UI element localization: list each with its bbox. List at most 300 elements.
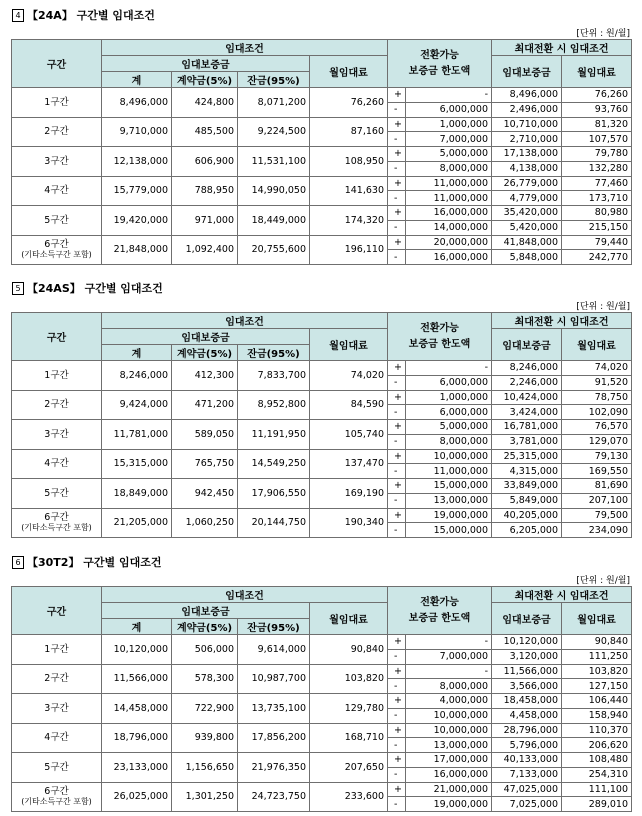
- sign-minus: -: [388, 250, 406, 265]
- max-monthly-rent: 129,070: [562, 434, 632, 449]
- header-monthly: 월임대료: [310, 329, 388, 361]
- header-row: [12, 587, 632, 603]
- max-deposit: 4,779,000: [492, 191, 562, 206]
- balance-deposit: 20,144,750: [238, 508, 310, 538]
- section-label-cell: [12, 479, 102, 509]
- max-deposit: 16,781,000: [492, 420, 562, 435]
- max-deposit: 7,133,000: [492, 767, 562, 782]
- balance-deposit: 11,531,100: [238, 147, 310, 177]
- total-deposit: 19,420,000: [102, 206, 172, 236]
- conversion-limit: 15,000,000: [406, 479, 492, 494]
- section-label-cell: [12, 235, 102, 265]
- sign-plus: +: [388, 235, 406, 250]
- max-deposit: 40,205,000: [492, 508, 562, 523]
- header-row: [12, 329, 632, 345]
- total-deposit: 21,848,000: [102, 235, 172, 265]
- header-total: 계: [102, 619, 172, 635]
- balance-deposit: 17,856,200: [238, 723, 310, 753]
- section-label: 5구간: [44, 214, 69, 226]
- max-monthly-rent: 206,620: [562, 738, 632, 753]
- max-monthly-rent: 111,250: [562, 649, 632, 664]
- max-deposit: 2,710,000: [492, 132, 562, 147]
- table-row: [12, 117, 632, 132]
- sign-plus: +: [388, 479, 406, 494]
- contract-deposit: 412,300: [172, 361, 238, 391]
- balance-deposit: 8,952,800: [238, 390, 310, 420]
- section-label-cell: [12, 635, 102, 665]
- header-row: [12, 313, 632, 329]
- section-number: 5: [12, 282, 24, 295]
- section-label: 4구간: [44, 732, 69, 744]
- max-deposit: 25,315,000: [492, 449, 562, 464]
- max-monthly-rent: 242,770: [562, 250, 632, 265]
- max-deposit: 11,566,000: [492, 664, 562, 679]
- max-monthly-rent: 77,460: [562, 176, 632, 191]
- max-deposit: 26,779,000: [492, 176, 562, 191]
- max-deposit: 7,025,000: [492, 797, 562, 812]
- max-monthly-rent: 76,570: [562, 420, 632, 435]
- section-label-cell: [12, 664, 102, 694]
- table-row: [12, 723, 632, 738]
- max-monthly-rent: 90,840: [562, 635, 632, 650]
- max-deposit: 28,796,000: [492, 723, 562, 738]
- conversion-limit: 8,000,000: [406, 434, 492, 449]
- max-monthly-rent: 91,520: [562, 375, 632, 390]
- conversion-limit: 4,000,000: [406, 694, 492, 709]
- header-conversion-limit: [388, 40, 492, 88]
- header-max-deposit: 임대보증금: [492, 329, 562, 361]
- header-max-deposit: 임대보증금: [492, 603, 562, 635]
- section-title-text: 【24A】 구간별 임대조건: [27, 9, 155, 22]
- max-monthly-rent: 111,100: [562, 782, 632, 797]
- conversion-limit: 11,000,000: [406, 464, 492, 479]
- conversion-limit: 6,000,000: [406, 375, 492, 390]
- balance-deposit: 7,833,700: [238, 361, 310, 391]
- section-label-cell: [12, 88, 102, 118]
- monthly-rent: 90,840: [310, 635, 388, 665]
- section-sublabel: (기타소득구간 포함): [21, 797, 92, 807]
- header-rent-conditions: 임대조건: [102, 40, 388, 56]
- section-label: 2구간: [44, 126, 69, 138]
- max-deposit: 8,496,000: [492, 88, 562, 103]
- header-conversion-line1: 전환가능: [420, 596, 459, 608]
- monthly-rent: 76,260: [310, 88, 388, 118]
- conversion-limit: 11,000,000: [406, 176, 492, 191]
- table-row: [12, 694, 632, 709]
- monthly-rent: 129,780: [310, 694, 388, 724]
- section-label: 3구간: [44, 155, 69, 167]
- monthly-rent: 174,320: [310, 206, 388, 236]
- total-deposit: 9,424,000: [102, 390, 172, 420]
- header-conversion-limit: [388, 587, 492, 635]
- total-deposit: 8,246,000: [102, 361, 172, 391]
- header-conversion-line1: 전환가능: [420, 322, 459, 334]
- sign-minus: -: [388, 797, 406, 812]
- max-monthly-rent: 158,940: [562, 708, 632, 723]
- section-label: 4구간: [44, 185, 69, 197]
- table-row: [12, 147, 632, 162]
- max-monthly-rent: 79,500: [562, 508, 632, 523]
- monthly-rent: 87,160: [310, 117, 388, 147]
- section-label: 1구간: [44, 643, 69, 655]
- contract-deposit: 1,301,250: [172, 782, 238, 812]
- section-label-cell: [12, 449, 102, 479]
- header-deposit: 임대보증금: [102, 603, 310, 619]
- sign-plus: +: [388, 508, 406, 523]
- sign-plus: +: [388, 694, 406, 709]
- contract-deposit: 1,060,250: [172, 508, 238, 538]
- header-conversion-line2: 보증금 한도액: [408, 612, 471, 624]
- contract-deposit: 788,950: [172, 176, 238, 206]
- total-deposit: 11,781,000: [102, 420, 172, 450]
- max-monthly-rent: 107,570: [562, 132, 632, 147]
- sign-minus: -: [388, 375, 406, 390]
- total-deposit: 18,796,000: [102, 723, 172, 753]
- max-deposit: 10,424,000: [492, 390, 562, 405]
- max-deposit: 4,315,000: [492, 464, 562, 479]
- contract-deposit: 1,156,650: [172, 753, 238, 783]
- conversion-limit: -: [406, 88, 492, 103]
- conversion-limit: 6,000,000: [406, 405, 492, 420]
- header-conversion-line2: 보증금 한도액: [408, 65, 471, 77]
- header-conversion-limit: [388, 313, 492, 361]
- max-monthly-rent: 289,010: [562, 797, 632, 812]
- contract-deposit: 722,900: [172, 694, 238, 724]
- sign-plus: +: [388, 723, 406, 738]
- header-max-monthly: 월임대료: [562, 603, 632, 635]
- conversion-limit: 11,000,000: [406, 191, 492, 206]
- conversion-limit: 1,000,000: [406, 390, 492, 405]
- max-monthly-rent: 127,150: [562, 679, 632, 694]
- total-deposit: 15,779,000: [102, 176, 172, 206]
- table-row: [12, 176, 632, 191]
- contract-deposit: 942,450: [172, 479, 238, 509]
- section-sublabel: (기타소득구간 포함): [21, 523, 92, 533]
- contract-deposit: 971,000: [172, 206, 238, 236]
- section-label: 4구간: [44, 458, 69, 470]
- table-row: [12, 361, 632, 376]
- conversion-limit: 16,000,000: [406, 250, 492, 265]
- conversion-limit: 1,000,000: [406, 117, 492, 132]
- conversion-limit: 5,000,000: [406, 147, 492, 162]
- max-deposit: 2,246,000: [492, 375, 562, 390]
- max-deposit: 2,496,000: [492, 102, 562, 117]
- header-conversion-line2: 보증금 한도액: [408, 338, 471, 350]
- max-deposit: 18,458,000: [492, 694, 562, 709]
- header-row: [12, 56, 632, 72]
- monthly-rent: 84,590: [310, 390, 388, 420]
- sign-plus: +: [388, 117, 406, 132]
- header-max-deposit: 임대보증금: [492, 56, 562, 88]
- header-section: 구간: [12, 40, 102, 88]
- rent-table: [11, 39, 632, 265]
- total-deposit: 10,120,000: [102, 635, 172, 665]
- conversion-limit: 20,000,000: [406, 235, 492, 250]
- table-row: [12, 753, 632, 768]
- section-label-cell: [12, 147, 102, 177]
- table-row: [12, 782, 632, 797]
- total-deposit: 14,458,000: [102, 694, 172, 724]
- balance-deposit: 21,976,350: [238, 753, 310, 783]
- balance-deposit: 10,987,700: [238, 664, 310, 694]
- conversion-limit: 6,000,000: [406, 102, 492, 117]
- contract-deposit: 485,500: [172, 117, 238, 147]
- max-deposit: 5,849,000: [492, 493, 562, 508]
- max-monthly-rent: 76,260: [562, 88, 632, 103]
- sign-plus: +: [388, 206, 406, 221]
- sign-minus: -: [388, 708, 406, 723]
- max-monthly-rent: 93,760: [562, 102, 632, 117]
- header-balance: 잔금(95%): [238, 72, 310, 88]
- sign-plus: +: [388, 88, 406, 103]
- max-monthly-rent: 79,440: [562, 235, 632, 250]
- monthly-rent: 74,020: [310, 361, 388, 391]
- sign-minus: -: [388, 102, 406, 117]
- section-label: 1구간: [44, 96, 69, 108]
- section-title-text: 【30T2】 구간별 임대조건: [27, 556, 162, 569]
- max-monthly-rent: 215,150: [562, 220, 632, 235]
- max-monthly-rent: 81,320: [562, 117, 632, 132]
- sign-plus: +: [388, 449, 406, 464]
- header-max-conversion: 최대전환 시 임대조건: [492, 587, 632, 603]
- conversion-limit: 19,000,000: [406, 797, 492, 812]
- max-monthly-rent: 103,820: [562, 664, 632, 679]
- section-title: [12, 281, 163, 297]
- section-title-text: 【24AS】 구간별 임대조건: [27, 282, 163, 295]
- contract-deposit: 606,900: [172, 147, 238, 177]
- conversion-limit: 21,000,000: [406, 782, 492, 797]
- section-label: 3구간: [44, 428, 69, 440]
- section-label-cell: [12, 361, 102, 391]
- header-contract: 계약금(5%): [172, 72, 238, 88]
- section-number: 6: [12, 556, 24, 569]
- header-contract: 계약금(5%): [172, 619, 238, 635]
- header-balance: 잔금(95%): [238, 345, 310, 361]
- monthly-rent: 190,340: [310, 508, 388, 538]
- conversion-limit: 16,000,000: [406, 206, 492, 221]
- header-total: 계: [102, 345, 172, 361]
- max-deposit: 3,424,000: [492, 405, 562, 420]
- sign-plus: +: [388, 390, 406, 405]
- contract-deposit: 578,300: [172, 664, 238, 694]
- header-deposit: 임대보증금: [102, 56, 310, 72]
- contract-deposit: 1,092,400: [172, 235, 238, 265]
- section-label-cell: [12, 176, 102, 206]
- max-monthly-rent: 78,750: [562, 390, 632, 405]
- balance-deposit: 8,071,200: [238, 88, 310, 118]
- section-label-cell: [12, 723, 102, 753]
- max-deposit: 33,849,000: [492, 479, 562, 494]
- sign-minus: -: [388, 132, 406, 147]
- sign-minus: -: [388, 405, 406, 420]
- conversion-limit: -: [406, 664, 492, 679]
- section-label: 2구간: [44, 399, 69, 411]
- section-label-cell: [12, 782, 102, 812]
- max-deposit: 8,246,000: [492, 361, 562, 376]
- max-monthly-rent: 173,710: [562, 191, 632, 206]
- sign-plus: +: [388, 361, 406, 376]
- conversion-limit: -: [406, 635, 492, 650]
- section-label: 3구간: [44, 702, 69, 714]
- conversion-limit: 10,000,000: [406, 723, 492, 738]
- max-monthly-rent: 102,090: [562, 405, 632, 420]
- table-row: [12, 206, 632, 221]
- conversion-limit: 13,000,000: [406, 493, 492, 508]
- table-row: [12, 420, 632, 435]
- max-deposit: 3,120,000: [492, 649, 562, 664]
- section-label: 5구간: [44, 761, 69, 773]
- header-balance: 잔금(95%): [238, 619, 310, 635]
- section-title: [12, 8, 155, 24]
- sign-plus: +: [388, 176, 406, 191]
- total-deposit: 11,566,000: [102, 664, 172, 694]
- max-monthly-rent: 79,130: [562, 449, 632, 464]
- max-monthly-rent: 74,020: [562, 361, 632, 376]
- header-max-monthly: 월임대료: [562, 56, 632, 88]
- section-label: 1구간: [44, 369, 69, 381]
- header-deposit: 임대보증금: [102, 329, 310, 345]
- section-label: 5구간: [44, 487, 69, 499]
- header-max-conversion: 최대전환 시 임대조건: [492, 313, 632, 329]
- section-label: 6구간: [44, 786, 69, 798]
- header-max-monthly: 월임대료: [562, 329, 632, 361]
- section-label: 6구간: [44, 512, 69, 524]
- monthly-rent: 169,190: [310, 479, 388, 509]
- conversion-limit: 17,000,000: [406, 753, 492, 768]
- sign-minus: -: [388, 220, 406, 235]
- sign-minus: -: [388, 191, 406, 206]
- sign-plus: +: [388, 147, 406, 162]
- monthly-rent: 137,470: [310, 449, 388, 479]
- max-monthly-rent: 79,780: [562, 147, 632, 162]
- section-label: 6구간: [44, 239, 69, 251]
- section-label-cell: [12, 117, 102, 147]
- conversion-limit: 16,000,000: [406, 767, 492, 782]
- table-row: [12, 479, 632, 494]
- header-conversion-line1: 전환가능: [420, 49, 459, 61]
- contract-deposit: 471,200: [172, 390, 238, 420]
- unit-label: [단위 : 원/월]: [576, 29, 630, 39]
- sign-minus: -: [388, 679, 406, 694]
- max-monthly-rent: 207,100: [562, 493, 632, 508]
- header-rent-conditions: 임대조건: [102, 313, 388, 329]
- max-monthly-rent: 110,370: [562, 723, 632, 738]
- max-deposit: 10,710,000: [492, 117, 562, 132]
- max-deposit: 4,138,000: [492, 161, 562, 176]
- balance-deposit: 24,723,750: [238, 782, 310, 812]
- header-max-conversion: 최대전환 시 임대조건: [492, 40, 632, 56]
- total-deposit: 21,205,000: [102, 508, 172, 538]
- header-contract: 계약금(5%): [172, 345, 238, 361]
- conversion-limit: 5,000,000: [406, 420, 492, 435]
- header-section: 구간: [12, 587, 102, 635]
- sign-plus: +: [388, 753, 406, 768]
- conversion-limit: 14,000,000: [406, 220, 492, 235]
- total-deposit: 23,133,000: [102, 753, 172, 783]
- table-row: [12, 235, 632, 250]
- contract-deposit: 939,800: [172, 723, 238, 753]
- section-label-cell: [12, 420, 102, 450]
- conversion-limit: 13,000,000: [406, 738, 492, 753]
- sign-minus: -: [388, 493, 406, 508]
- monthly-rent: 168,710: [310, 723, 388, 753]
- section-label-cell: [12, 508, 102, 538]
- contract-deposit: 424,800: [172, 88, 238, 118]
- total-deposit: 12,138,000: [102, 147, 172, 177]
- balance-deposit: 18,449,000: [238, 206, 310, 236]
- total-deposit: 8,496,000: [102, 88, 172, 118]
- conversion-limit: 7,000,000: [406, 132, 492, 147]
- table-row: [12, 508, 632, 523]
- max-monthly-rent: 81,690: [562, 479, 632, 494]
- sign-minus: -: [388, 464, 406, 479]
- contract-deposit: 765,750: [172, 449, 238, 479]
- max-monthly-rent: 132,280: [562, 161, 632, 176]
- contract-deposit: 589,050: [172, 420, 238, 450]
- section-label-cell: [12, 206, 102, 236]
- balance-deposit: 9,614,000: [238, 635, 310, 665]
- balance-deposit: 17,906,550: [238, 479, 310, 509]
- monthly-rent: 233,600: [310, 782, 388, 812]
- max-monthly-rent: 108,480: [562, 753, 632, 768]
- max-deposit: 3,566,000: [492, 679, 562, 694]
- balance-deposit: 13,735,100: [238, 694, 310, 724]
- section-label: 2구간: [44, 673, 69, 685]
- monthly-rent: 108,950: [310, 147, 388, 177]
- contract-deposit: 506,000: [172, 635, 238, 665]
- max-deposit: 5,420,000: [492, 220, 562, 235]
- table-row: [12, 635, 632, 650]
- header-monthly: 월임대료: [310, 56, 388, 88]
- balance-deposit: 14,549,250: [238, 449, 310, 479]
- total-deposit: 9,710,000: [102, 117, 172, 147]
- sign-plus: +: [388, 635, 406, 650]
- monthly-rent: 196,110: [310, 235, 388, 265]
- total-deposit: 15,315,000: [102, 449, 172, 479]
- table-row: [12, 88, 632, 103]
- header-section: 구간: [12, 313, 102, 361]
- header-monthly: 월임대료: [310, 603, 388, 635]
- max-deposit: 35,420,000: [492, 206, 562, 221]
- balance-deposit: 20,755,600: [238, 235, 310, 265]
- unit-label: [단위 : 원/월]: [576, 576, 630, 586]
- conversion-limit: 10,000,000: [406, 708, 492, 723]
- sign-minus: -: [388, 767, 406, 782]
- max-deposit: 4,458,000: [492, 708, 562, 723]
- monthly-rent: 141,630: [310, 176, 388, 206]
- max-deposit: 47,025,000: [492, 782, 562, 797]
- section-label-cell: [12, 694, 102, 724]
- max-deposit: 40,133,000: [492, 753, 562, 768]
- rent-table: [11, 312, 632, 538]
- max-deposit: 5,848,000: [492, 250, 562, 265]
- monthly-rent: 207,650: [310, 753, 388, 783]
- monthly-rent: 105,740: [310, 420, 388, 450]
- section-sublabel: (기타소득구간 포함): [21, 250, 92, 260]
- section-number: 4: [12, 9, 24, 22]
- max-deposit: 6,205,000: [492, 523, 562, 538]
- section-title: [12, 555, 162, 571]
- table-row: [12, 449, 632, 464]
- table-row: [12, 664, 632, 679]
- balance-deposit: 9,224,500: [238, 117, 310, 147]
- max-monthly-rent: 234,090: [562, 523, 632, 538]
- header-total: 계: [102, 72, 172, 88]
- section-label-cell: [12, 753, 102, 783]
- max-deposit: 5,796,000: [492, 738, 562, 753]
- sign-minus: -: [388, 523, 406, 538]
- sign-plus: +: [388, 782, 406, 797]
